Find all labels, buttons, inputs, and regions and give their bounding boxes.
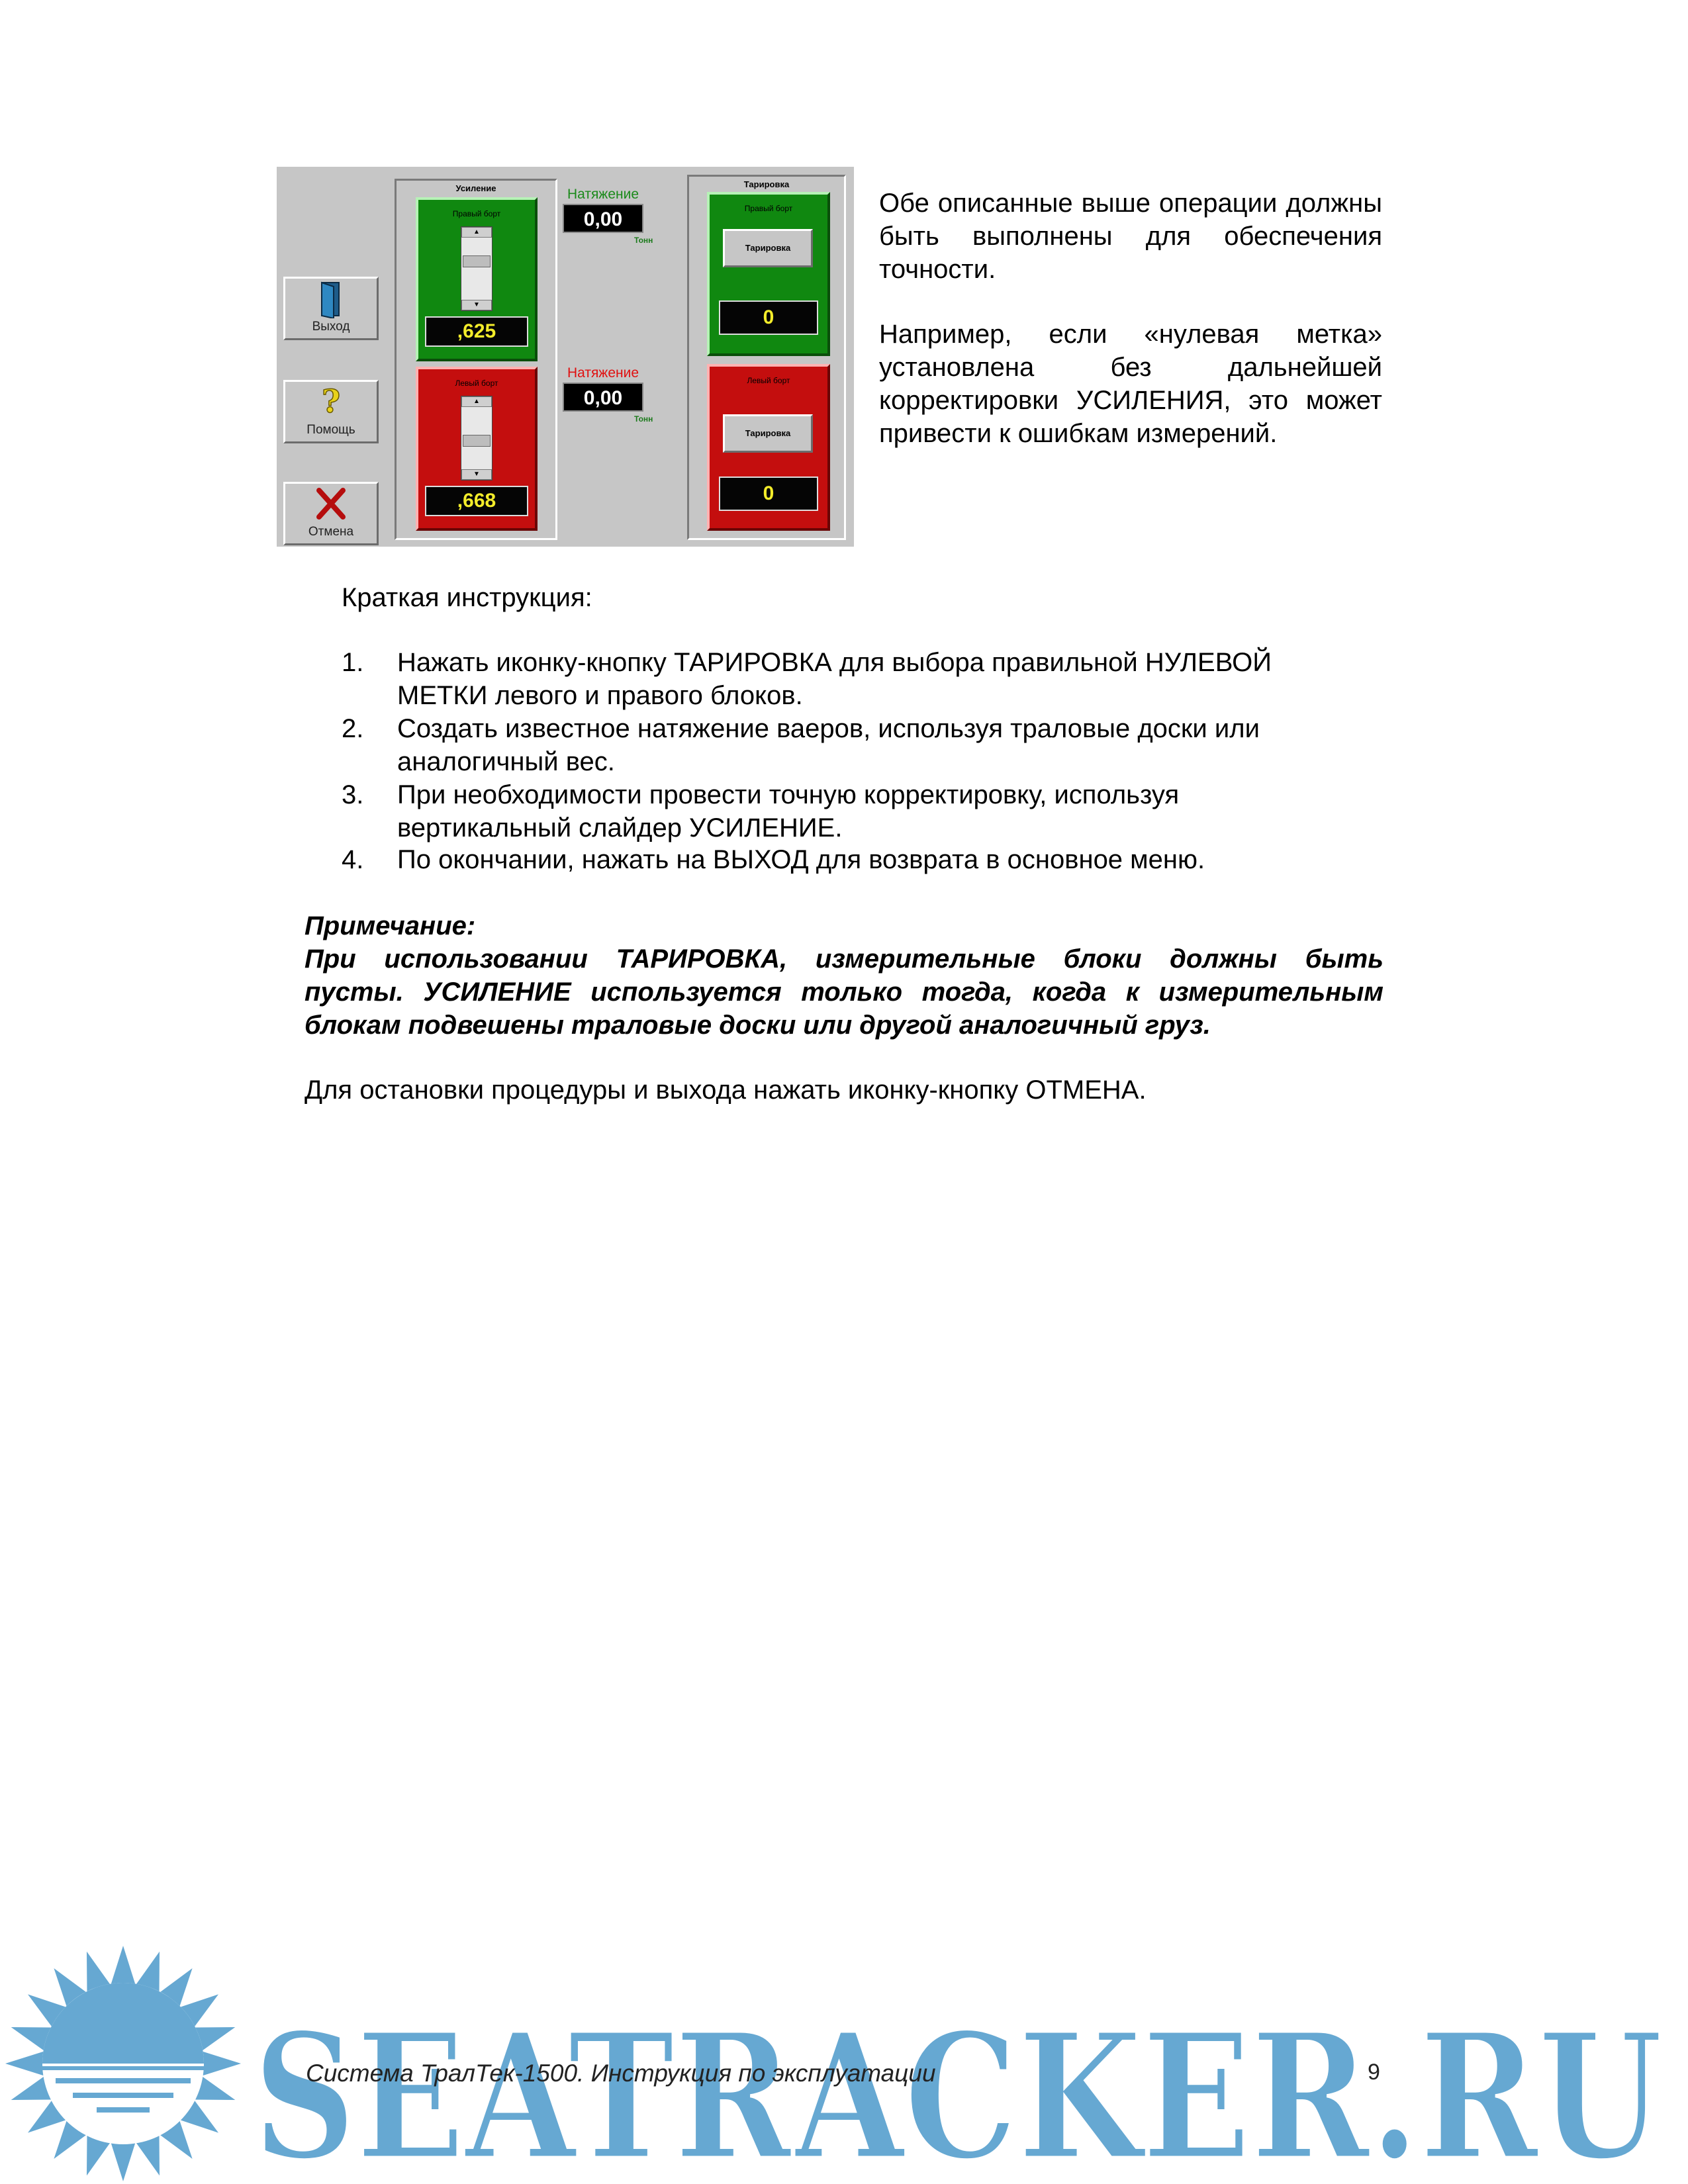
watermark-text: SEATRACKER.RU bbox=[253, 1995, 1663, 2184]
slider-thumb[interactable] bbox=[463, 255, 491, 267]
step-text-line: вертикальный слайдер УСИЛЕНИЕ. bbox=[397, 813, 843, 842]
note-title: Примечание: bbox=[305, 911, 476, 940]
gain-left-caption: Левый борт bbox=[455, 379, 498, 388]
tare-left-caption: Левый борт bbox=[747, 376, 790, 385]
cancel-label: Отмена bbox=[308, 525, 354, 539]
tension-bottom-value: 0,00 bbox=[563, 383, 643, 412]
gain-left-value: ,668 bbox=[425, 486, 528, 516]
software-screenshot bbox=[277, 167, 854, 547]
step-number: 4. bbox=[342, 845, 364, 874]
accuracy-paragraph: Обе описанные выше операции должны быть выполнены для обеспечения точности. bbox=[879, 189, 1382, 284]
tension-top-label: Натяжение bbox=[567, 187, 639, 202]
gain-right-caption: Правый борт bbox=[452, 209, 501, 218]
step-text-line: Создать известное натяжение ваеров, используя траловые доски или bbox=[397, 714, 1260, 743]
tension-bottom-label: Натяжение bbox=[567, 365, 639, 381]
tare-left-value: 0 bbox=[719, 477, 818, 511]
gain-left-slider[interactable] bbox=[461, 396, 492, 480]
tare-right-value: 0 bbox=[719, 300, 818, 335]
step-number: 3. bbox=[342, 780, 364, 809]
slider-up-arrow-icon[interactable]: ▲ bbox=[461, 396, 492, 407]
svg-text:?: ? bbox=[321, 385, 341, 419]
example-paragraph: Например, если «нулевая метка» установлена без дальнейшей корректировки УСИЛЕНИЯ, это может привести к ошибкам измерений. bbox=[879, 320, 1382, 448]
step-text-line: При необходимости провести точную корректировку, используя bbox=[397, 780, 1180, 809]
door-icon bbox=[318, 281, 344, 318]
page-number: 9 bbox=[1368, 2060, 1380, 2085]
tare-right-panel bbox=[707, 192, 830, 356]
step-text-line: МЕТКИ левого и правого блоков. bbox=[397, 681, 803, 710]
red-x-icon bbox=[315, 486, 347, 521]
tare-left-panel bbox=[707, 364, 830, 531]
note-line: При использовании ТАРИРОВКА, измерительные блоки должны быть bbox=[305, 944, 1383, 974]
gain-left-panel bbox=[416, 367, 538, 531]
slider-thumb[interactable] bbox=[463, 435, 491, 447]
tension-top-value: 0,00 bbox=[563, 204, 643, 233]
tare-right-button[interactable]: Тарировка bbox=[723, 229, 813, 267]
exit-label: Выход bbox=[312, 320, 350, 334]
step-text-line: По окончании, нажать на ВЫХОД для возврата в основное меню. bbox=[397, 845, 1205, 874]
tare-left-button[interactable]: Тарировка bbox=[723, 414, 813, 453]
seatracker-watermark bbox=[0, 1931, 1688, 2184]
footer-title: Система ТралТек-1500. Инструкция по эксплуатации bbox=[306, 2060, 936, 2087]
gain-right-panel bbox=[416, 197, 538, 361]
gain-right-value: ,625 bbox=[425, 316, 528, 347]
question-icon bbox=[316, 385, 346, 419]
stop-instruction: Для остановки процедуры и выхода нажать иконку-кнопку ОТМЕНА. bbox=[305, 1075, 1147, 1105]
cancel-button[interactable] bbox=[283, 482, 379, 545]
step-text-line: Нажать иконку-кнопку ТАРИРОВКА для выбора правильной НУЛЕВОЙ bbox=[397, 648, 1272, 677]
tare-right-caption: Правый борт bbox=[744, 204, 793, 213]
slider-up-arrow-icon[interactable]: ▲ bbox=[461, 227, 492, 238]
exit-button[interactable] bbox=[283, 277, 379, 340]
sun-logo-icon bbox=[5, 1946, 241, 2181]
help-button[interactable] bbox=[283, 380, 379, 443]
instructions-title: Краткая инструкция: bbox=[342, 583, 592, 612]
step-text-line: аналогичный вес. bbox=[397, 747, 615, 776]
note-line: пусты. УСИЛЕНИЕ используется только тогда, когда к измерительным bbox=[305, 978, 1383, 1007]
step-number: 1. bbox=[342, 648, 364, 677]
help-label: Помощь bbox=[306, 423, 355, 437]
gain-right-slider[interactable] bbox=[461, 226, 492, 311]
slider-down-arrow-icon[interactable]: ▼ bbox=[461, 300, 492, 310]
tension-bottom-unit: Тонн bbox=[634, 414, 653, 424]
tare-group-title: Тарировка bbox=[743, 179, 790, 189]
gain-group-title: Усиление bbox=[455, 183, 496, 193]
step-number: 2. bbox=[342, 714, 364, 743]
tension-top-unit: Тонн bbox=[634, 236, 653, 245]
note-line: блокам подвешены траловые доски или другой аналогичный груз. bbox=[305, 1011, 1211, 1040]
slider-down-arrow-icon[interactable]: ▼ bbox=[461, 469, 492, 480]
